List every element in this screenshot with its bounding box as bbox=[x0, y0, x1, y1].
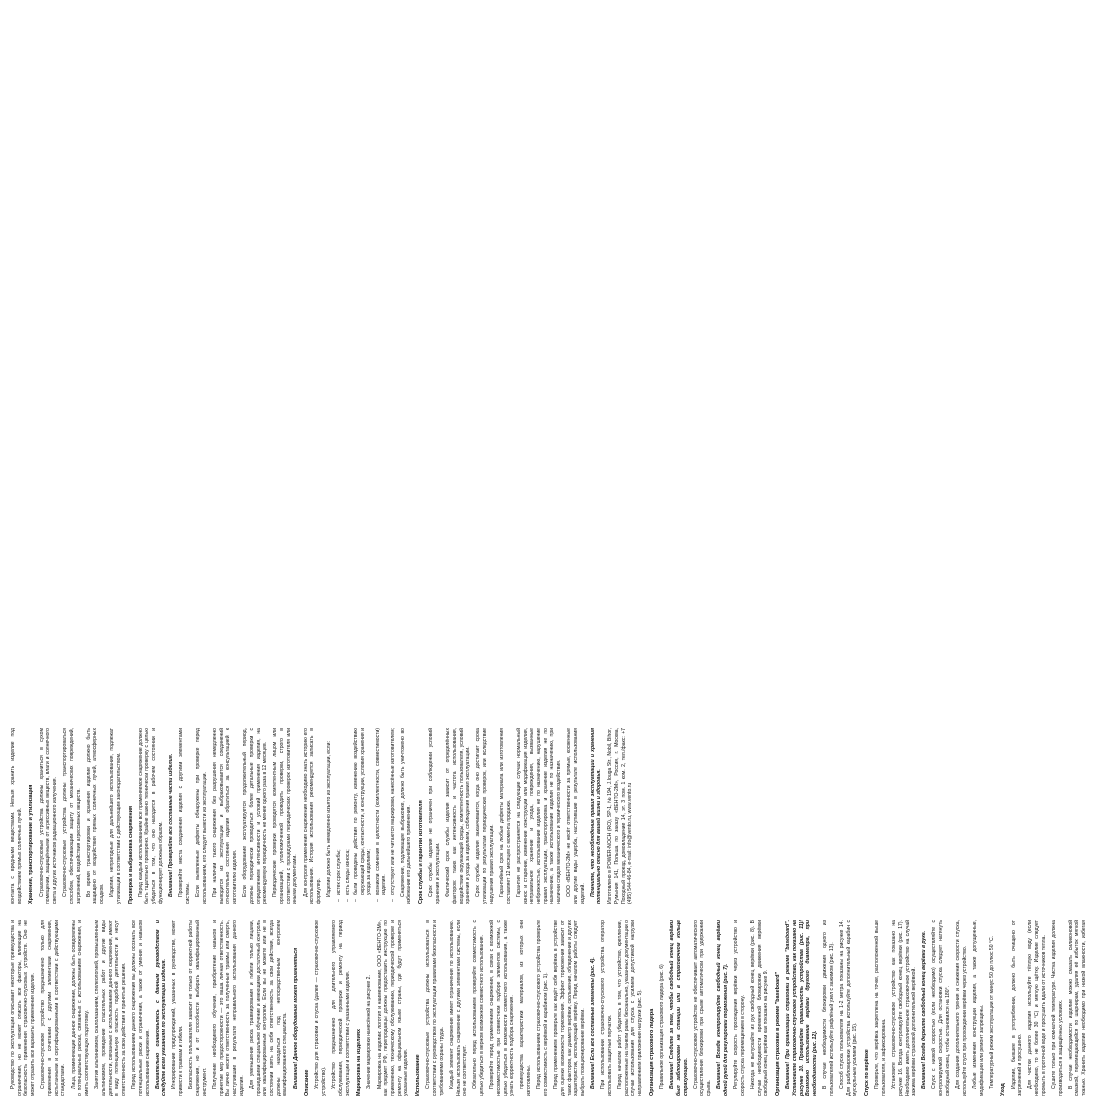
paragraph: Любые изменения конструкции изделия, а также допущенные, модификации или ремонт запрещены. bbox=[971, 920, 985, 1096]
paragraph: Занятия альпинизмом, скалолазанием, спелеологией, промышленным альпинизмом, проведение спасательных работ и другие виды деятельности, связанные с использованием данного снаряжения, имеют в виду потенциальную опасность подобной деятельности и несут ответственность за свои действия и принятые решения. bbox=[94, 920, 127, 1096]
paragraph: Во время транспортировки и хранения изделие должно быть защищено от воздействия прямых солнечных лучей, атмосферных осадков. bbox=[85, 728, 106, 904]
paragraph: Перед применением проверьте как ведёт себя верёвка в устройстве для оценки возможности торможения. Эффект торможения зависит от таких факторов, как диаметр верёвки, скольжение, обледенение и других характеристик, использующий верёвку. Перед началом работы следует выбрать позиционирование верёвки. bbox=[553, 920, 586, 1096]
paragraph: Температурный режим эксплуатации от минус 50 до плюс 50 °С. bbox=[988, 935, 995, 1089]
paragraph: Гарантийный срок на любые дефекты материала или изготовления составляет 12 месяцев с момента продажи. bbox=[498, 728, 512, 904]
warning-paragraph: Внимательно ознакомьтесь с данным руководством и следуйте всем указаниям по эксплуатации изделия. bbox=[154, 920, 168, 1096]
paragraph: Безопасность пользователя зависит не только от корректной работы снаряжения, но и от способности выбирать квалифицированный инструмент. bbox=[188, 920, 208, 1096]
scanned-manual-page bbox=[0, 332, 1108, 1108]
paragraph: Снаряжение, подлежащее выбраковке, должно быть уничтожено во избежание его дальнейшего применения. bbox=[399, 728, 413, 904]
paragraph: Гарантия не распространяется на следующие случаи: нормальный износ и старение, изменение конструкции или модификация изделия, неправильное хранение и ухода, повреждения, вызванные небрежностью, использование изделия не по назначению, нарушение правил эксплуатации, транспортировка и хранение изделия не по назначению, а также использование изделия не по назначению, при наличии следов механического и термического воздействия. bbox=[515, 728, 563, 904]
paragraph: Срок службы изделия заканчивается, когда оно достигает срока утилизации по результатам периодических проверок, или вследствие нарушения правил эксплуатации. bbox=[475, 728, 495, 904]
list-item: – возникли сомнения в целостности (комплектности, совместимости) изделия. bbox=[375, 728, 388, 895]
paragraph: Страховочно-спусковые устройства должны использоваться в соответствии с руководством по эксплуатации правилами безопасности и требованиями охраны труда. bbox=[425, 920, 445, 1096]
section-heading-storage: Хранение, транспортирование и утилизация bbox=[28, 784, 35, 904]
paragraph: Если оборудование эксплуатируется продолжительный период, должны периодически проводиться более детальные проверки с определением интенсивности и условий применения изделия, на рекомендуемую периодичность не менее одного раза в 12 месяцев. bbox=[242, 728, 269, 904]
section-heading-baseboard-mode: Организация страховки в режиме "baseboard" bbox=[775, 971, 782, 1096]
paragraph: Значение маркировки нанесённой на рисунке 2. bbox=[366, 975, 373, 1089]
paragraph: Перед использованием страховочно-спускового устройства проверьте его совместимость с верёвкой и карабином (рис. 1). bbox=[536, 920, 550, 1096]
paragraph: Способ спуска пользователя на 1-2 метра показаны на рисунке 14. Для разблокировки устройства используйте дополнительный карабин с мускульным усилием (рис. 15). bbox=[839, 920, 859, 1096]
paragraph: Установите страховочно-спусковое устройство как показано на рисунке 16. Всегда контролируйте свободный конец верёвки (рис. 17). Необходимо иметь дополнительное страховочное устройство на случай зажима верёвки страховой дополнительной верёвкой. bbox=[891, 920, 918, 1096]
paragraph: Правильное организация страхового лидера (рис. 6) bbox=[659, 964, 666, 1089]
paragraph: Проверяйте места соединения изделия с другими элементами системы. bbox=[178, 728, 191, 904]
warning-paragraph: Внимание! Проверяйте все составные части изделия. bbox=[168, 753, 175, 897]
paragraph: Лица, применяющие данное снаряжение, должны быть осведомлены о потенциальных рисках, связанных с использованием снаряжения, и иметь соответствующую подготовку. bbox=[70, 920, 90, 1096]
warning-paragraph: Внимание! Всегда держите свободный конец верёвки в руке. bbox=[921, 930, 928, 1089]
paragraph: Изделие, бывшее в употреблении, должно быть очищено от загрязнений и просушено. bbox=[1010, 920, 1024, 1096]
paragraph: Получение необходимого обучения, приобретение навыков и принятие мер предосторожности — это ваша личная ответственность. Вы лично несете ответственность за полученные травмы или смерть, наступившие в результате неправильного использования данного изделия. bbox=[211, 920, 245, 1096]
paragraph: Перед началом работ убедитесь в том, что устройство, крепление, расположенные на панели рамы бесканально, указанных документации о случае использования для спуска с усилием допустимой нагрузки направлением приложения нагрузки (рис. 5). bbox=[617, 920, 644, 1096]
list-item: – истек срок службы; bbox=[336, 728, 343, 895]
paragraph: Для контроля применения снаряжения необходимо знать историю его использования. История использования рекомендуется записать в формуляр. bbox=[302, 728, 323, 904]
paragraph: Изделия, непригодные для дальнейшего использования, подлежат утилизации в соответствии с действующим законодательством. bbox=[109, 728, 122, 904]
section-heading-marking: Маркировка на изделиях bbox=[356, 1029, 363, 1096]
list-item: – отсутствуют или не читаются маркировки, нанесённые изготовителем; bbox=[390, 728, 397, 895]
paragraph: В случае необходимости изделие можно смазать силиконовой смазкой, перемещающейся по шарнирам, удаляя её избыток мягкой тканью. Хранить изделие необходимо при низкой влажности, избегая контакта с вредными веществами. Нельзя хранить изделие под воздействием прямых солнечных лучей. bbox=[10, 728, 1088, 1096]
paragraph: Сушите только при комнатной температуре. Чистка изделия должна производиться в защищённых условиях. bbox=[1050, 920, 1064, 1096]
paragraph: Для уменьшения риска травмирования и гибели только лицами, прошедшими специальное обучение и имеющими достаточный контроль или квалифицированным контролем. Если вы не можете или не в состоянии взять на себя ответственность за свои действия, всегда должны находиться под непосредственным контролем квалифицированного специалиста. bbox=[248, 920, 289, 1096]
paragraph: Игнорирование предупреждений, указанных в руководстве, может привести к травмам и гибели. bbox=[171, 920, 185, 1096]
section-heading-belay-organization: Организация страхового лидера bbox=[648, 1008, 655, 1096]
paragraph: Каждый элемент снаряжения имеет ограничения по использованию. Нельзя использовать снаряжение с другими элементами системы, если оно не соответствует. bbox=[448, 920, 469, 1096]
paragraph: При использовании страховочно-спускового устройства оператор использовать защитные перчатки. bbox=[600, 920, 613, 1096]
paragraph: Обязательно перед использованием проверяйте совместимость с целью убедиться в верном возможном совместного использования. bbox=[472, 920, 486, 1096]
paragraph: преимущества характеристики материалов, из которых они изготовлены. bbox=[519, 920, 533, 1096]
paragraph: При наличии такого снаряжения без разрушения немедленно выводится из эксплуатации и выбраковывается соединений относительно состояния изделия обратиться за консультацией к изготовителю изделия. bbox=[211, 728, 238, 904]
paragraph: Изделие должно быть немедленно изъято из эксплуатации, если: bbox=[326, 741, 333, 897]
warning-paragraph: Внимание! Всегда контролируйте свободный конец верёвки одной рукой для регулировки торможения (рис. 7). bbox=[716, 920, 729, 1096]
paragraph: ООО «ВЕНТО-2М» не несёт ответственности за прямые, косвенные или другие виды ущерба, наступившие в результате использования изделий. bbox=[566, 728, 586, 904]
paragraph: Спуск с низкой скоростью (если необходимо) осуществляйте с контролируемой скоростью. Для остановки спуска следует натянуть свободный конец, чтобы остановился на 180°. bbox=[931, 920, 951, 1096]
paragraph: Страховочно-спусковое устройство предназначено только для применения в сочетании с другими элементами снаряжения, испытанными и сертифицированными в соответствии с действующими стандартами. bbox=[40, 920, 67, 1096]
list-item: – были проведены действия по ремонту, изменению воздействию окружающей среды, контактности, и конструкции, условия хранения и ухода за изделием; bbox=[353, 728, 373, 895]
paragraph: Проверяйте перед применением снаряжения, в связи с возможной несовместимостью при совместном подборе элементов системы, с целью убедиться в возможности совместного использования, а также узнать корректность подбора снаряжения. bbox=[489, 920, 516, 1096]
section-heading-description: Описание bbox=[304, 1069, 311, 1096]
paragraph: Срок службы изделия не ограничен при соблюдении условий хранения и эксплуатации. bbox=[428, 728, 442, 904]
safety-warning-footer: Помните, что несоблюдение правил эксплуатации и хранения потенциально опасно для вашей жизни и здоровья. bbox=[589, 728, 603, 904]
paragraph: Руководство по эксплуатации описывает некоторые преимущества и ограничения, но не может описать все факторы, влияющие на безопасность применения страховочно-спусковых устройств. Оно не может отразить все варианты применения изделия. bbox=[10, 920, 37, 1096]
section-heading-inspection: Проверка и выбраковка снаряжения bbox=[127, 805, 134, 904]
paragraph: Если выявленные дефекты обнаружены при проверке перед использованием, его следует вывести из эксплуатации. bbox=[194, 728, 208, 904]
paragraph: Страховочно-спусковые устройства должны храниться в сухом помещении, защищёнными от агрессивных веществ, влаги и солнечного света и других источников радиационного излучения. bbox=[38, 728, 58, 904]
paragraph: Перед каждым использованием все применяемое снаряжение должно быть тщательно проверено. Крайне важно технически проверку с целью убедиться в том, что оно находится в рабочем состоянии и функционирует должным образом. bbox=[137, 728, 164, 904]
paragraph: Для создания дополнительного трения и снижения скорости спуска, используйте спуск при прохождении верёвки через устройство. bbox=[955, 920, 968, 1096]
warning-paragraph: Внимание! При организации страховки в режиме "baseboard". Установите страховочно-спусковое устройство, как показано на рисунке 10. Проверяйте правильность устройства (рис. 11)! Возможно использование верёвки другого диаметра, при необходимости (рис. 12). bbox=[785, 920, 819, 1096]
paragraph: Проверьте, что верёвка закреплена на точке, расположенной выше пользователя, и зафиксирована. bbox=[874, 920, 887, 1096]
paragraph: Устройство предназначено для длительного управляемого обслуживания, периодической проверки и ремонту на период эксплуатации и соответствии с указанными изделия. bbox=[331, 920, 351, 1096]
paragraph: Периодические проверки проводятся компетентным лицом или организацией, уполномоченной проводить проверки, строго в соответствии с процедурами периодических проверок изготовителя или иными документами. bbox=[272, 728, 299, 904]
warning-paragraph: Внимание! Следите за тем, чтобы свободный конец верёвки был заблокирован на станции или в страховочном кольце страхующего. bbox=[669, 920, 689, 1096]
paragraph: Устройство для страховки и спуска (далее — страховочно-спусковое устройство). bbox=[314, 920, 328, 1096]
section-heading-descent: Спуск по верёвке bbox=[864, 1049, 871, 1096]
paragraph: Перед использованием данного снаряжения вы должны осознать все потенциальные риски и ограничения, а также от умения и навыков использования снаряжения. bbox=[131, 920, 151, 1096]
paragraph: Фактический срок службы изделия зависит от определённых факторов: таких как интенсивность и частота использования, воздействие окружающей среды, компетентность пользователя, условий хранения и ухода за изделием, соблюдения правил эксплуатации. bbox=[445, 728, 472, 904]
paragraph: Страховочно-спусковое устройство не обеспечивает автоматического осуществления блокировки при срыве автоматически при удержании срыва. bbox=[692, 920, 713, 1096]
paragraph: Регулируйте скорость прохождения верёвки через устройство и скорость спуска перемещением в сторону. bbox=[733, 920, 746, 1096]
section-heading-usage: Использование bbox=[415, 1054, 422, 1096]
paragraph: Маркировка на изделии: логотип и наименование, ООО «ВЕНТО-2М», как предмет РФ, перепродавцы должны предоставить инструкцию по применению, техническому обслуживанию, периодической проверке и ремонту на официальном языке страны, где будут применяться указанные изделия. bbox=[376, 920, 410, 1096]
warning-paragraph: Внимание! Если все составные элементы (рис. 4). bbox=[590, 957, 597, 1089]
paragraph: В случае необходимости блокировки движения одного из пользователей используйте рифлёный узел с зажимом (рис. 13). bbox=[822, 920, 835, 1096]
withdrawal-criteria-list bbox=[336, 728, 396, 904]
section-heading-service-life: Срок службы и гарантии изготовителя bbox=[418, 800, 425, 904]
warning-paragraph: Внимание! Данное оборудование может применяться bbox=[292, 947, 299, 1089]
paragraph: Страховочно-спусковые устройства должны транспортироваться способом, обеспечивающим защиту от механических повреждений, загрязнений, воздействия агрессивных веществ. bbox=[62, 728, 82, 904]
list-item: – есть следы износа; bbox=[345, 728, 352, 895]
manual-text-columns bbox=[10, 344, 1100, 1096]
manufacturer-contact-block: Изготовлено в POWER-NOCH (RO), SP-1, № 194, J.Iouga Str., Nobil, Bihor, Румыния 141, Польша по заказу «ВЕНТО-2М», Россия, г. Москва, Походный проезд, домовладение 14, эт. 3 пом. 1 ком. 2, тел./факс: +7 (495) 544-46-84, e-mail: info@vento.ru, www.vento.ru bbox=[607, 728, 634, 904]
paragraph: Никогда не выпускайте из рук свободный конец верёвки (рис. 8). В случае необходимости временной блокировки движения верёвки свободный конец верёвки как показано на рисунке 9. bbox=[749, 920, 770, 1096]
section-heading-care: Уход bbox=[1000, 1083, 1007, 1096]
paragraph: Для чистки данного изделия используйте тёплую воду (если необходимо, то не более 30 °C) и мягкую щётку. Изделие следует промыть в проточной воде и просушить вдали от источников тепла. bbox=[1027, 920, 1047, 1096]
